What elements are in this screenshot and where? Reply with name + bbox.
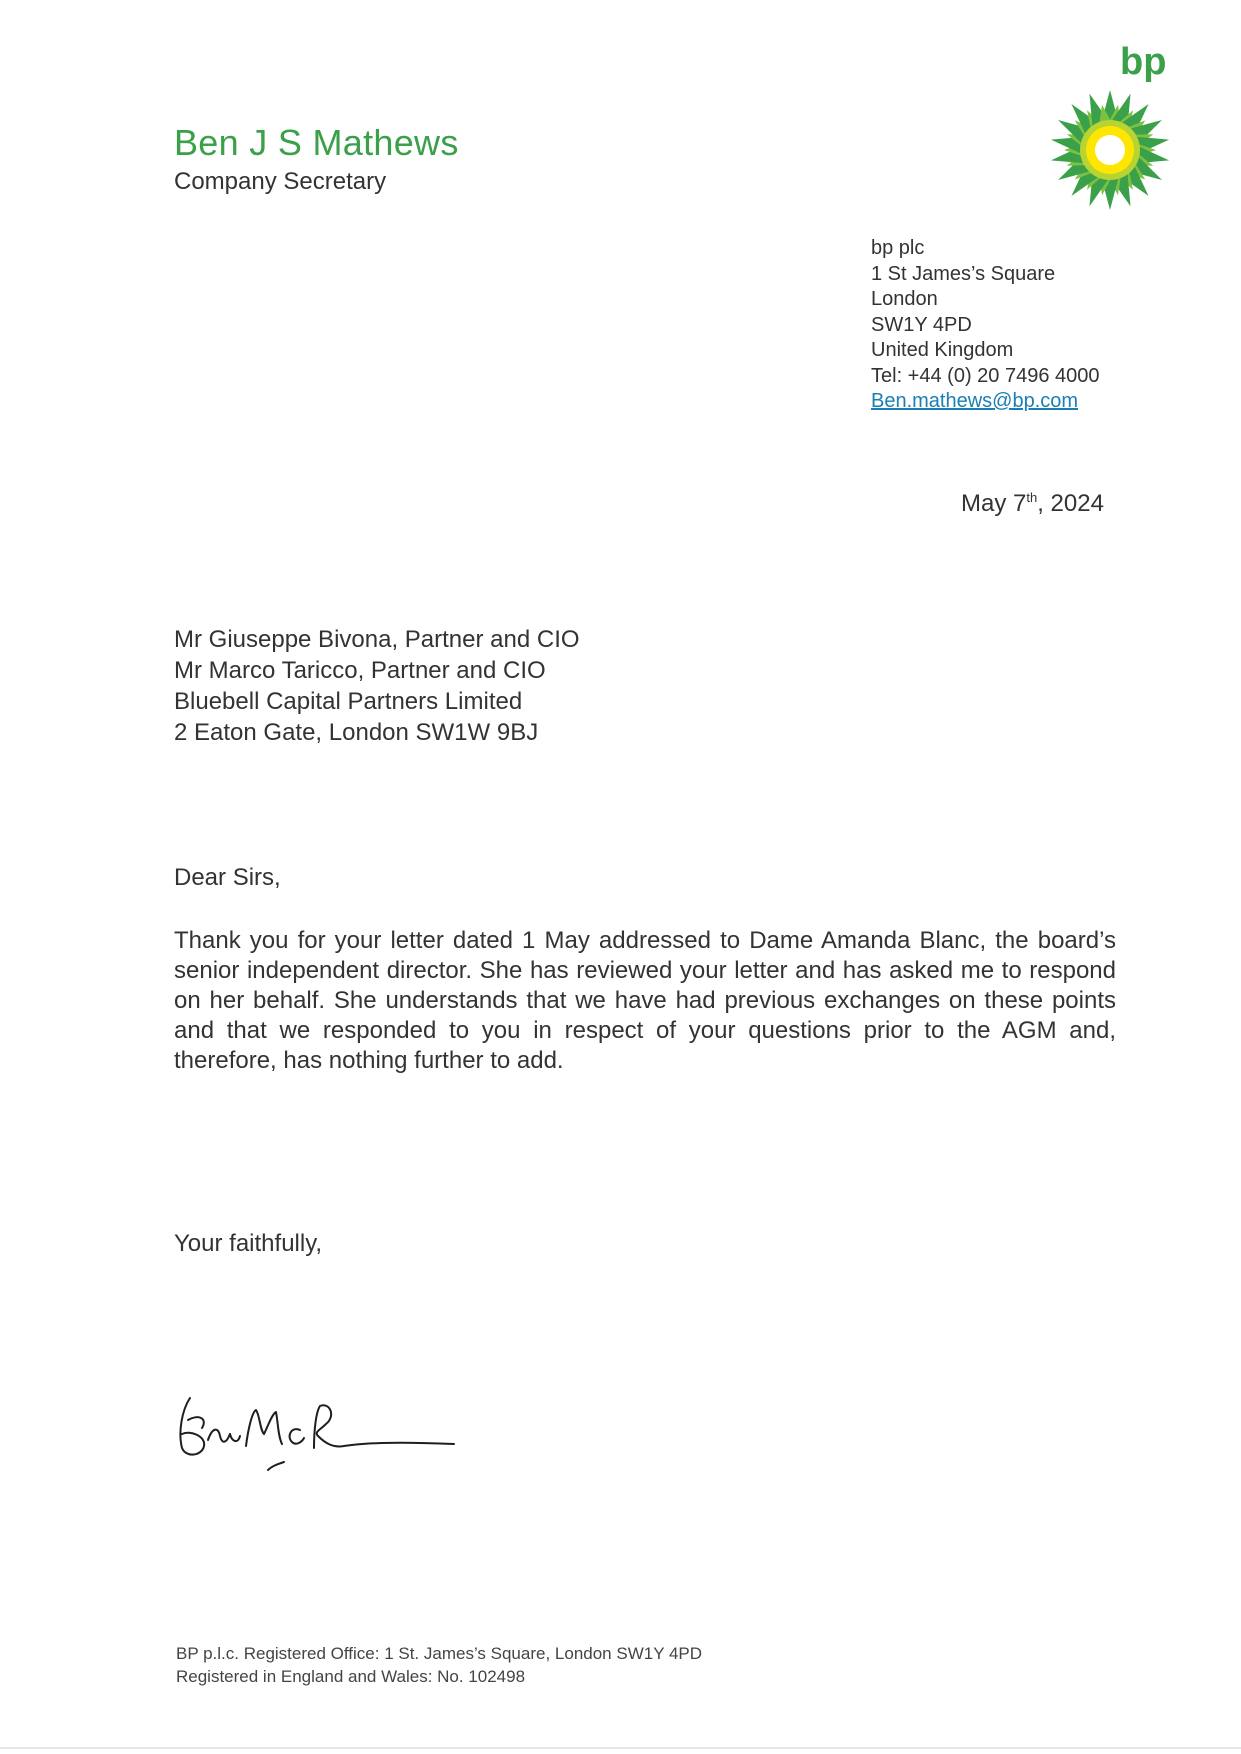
- salutation: Dear Sirs,: [174, 864, 281, 891]
- recipient-block: [174, 624, 580, 748]
- footer: [176, 1642, 702, 1688]
- address-line: United Kingdom: [871, 339, 1014, 361]
- helios-sunflower-icon: [1048, 88, 1172, 212]
- footer-registration-number: Registered in England and Wales: No. 102498: [176, 1667, 526, 1686]
- closing: Your faithfully,: [174, 1230, 323, 1257]
- recipient-line: Mr Giuseppe Bivona, Partner and CIO: [174, 626, 580, 653]
- address-line: 1 St James’s Square: [871, 262, 1056, 285]
- recipient-line: Mr Marco Taricco, Partner and CIO: [174, 657, 546, 684]
- email-link[interactable]: Ben.mathews@bp.com: [871, 390, 1079, 412]
- page-edge: [0, 1747, 1241, 1749]
- recipient-line: Bluebell Capital Partners Limited: [174, 688, 523, 715]
- bp-wordmark: bp: [1120, 41, 1167, 83]
- address-line: SW1Y 4PD: [871, 313, 972, 336]
- date-month-day: May 7: [961, 490, 1027, 517]
- bp-logo: [1040, 42, 1180, 202]
- date-year: , 2024: [1037, 490, 1104, 517]
- recipient-line: 2 Eaton Gate, London SW1W 9BJ: [174, 719, 539, 746]
- address-line: bp plc: [871, 237, 925, 259]
- footer-registered-office: BP p.l.c. Registered Office: 1 St. James’s Square, London SW1Y 4PD: [176, 1644, 703, 1663]
- sender-address: [871, 236, 1100, 415]
- letter-body: Thank you for your letter dated 1 May addressed to Dame Amanda Blanc, the board’s senior independent director. She has reviewed your letter and has asked me to respond on her behalf. She understands that we have had previous exchanges on these points and that we responded to you in respect of your questions prior to the AGM and, therefore, has nothing further to add.: [174, 927, 1116, 1074]
- phone-number: Tel: +44 (0) 20 7496 4000: [871, 364, 1100, 387]
- letter-date: [961, 490, 1104, 518]
- sender-title: Company Secretary: [174, 168, 387, 195]
- address-line: London: [871, 288, 938, 310]
- date-suffix: th: [1026, 490, 1038, 505]
- sender-name: Ben J S Mathews: [174, 122, 459, 163]
- handwritten-signature: [168, 1370, 468, 1480]
